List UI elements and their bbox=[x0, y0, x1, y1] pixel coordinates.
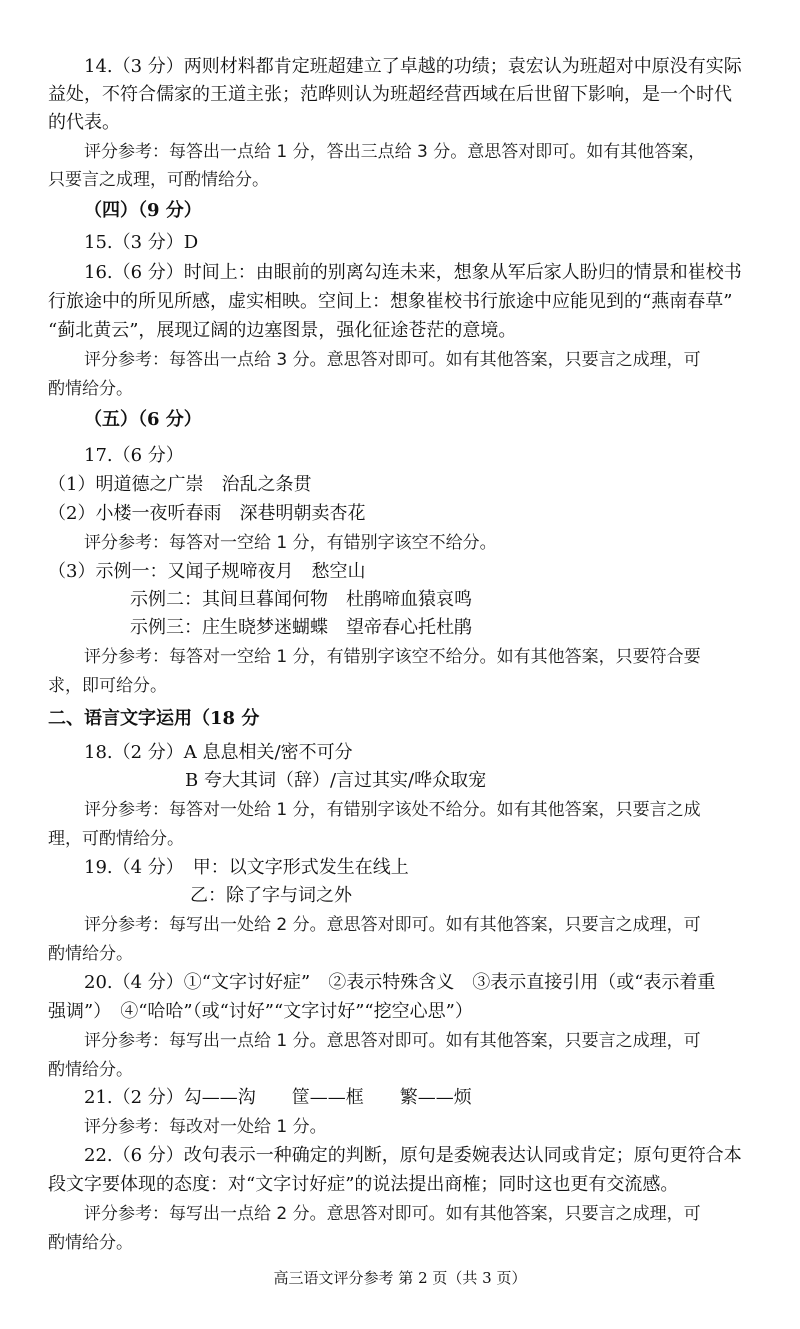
answer-14-line-2: 益处，不符合儒家的王道主张；范晔则认为班超经营西域在后世留下影响，是一个时代 bbox=[48, 84, 732, 105]
scoring-note-17-b-line-2: 求，即可给分。 bbox=[48, 676, 167, 696]
scoring-note-20-line-2: 酌情给分。 bbox=[48, 1060, 133, 1080]
answer-22-line-2: 段文字要体现的态度：对“文字讨好症”的说法提出商榷；同时这也更有交流感。 bbox=[48, 1174, 679, 1195]
scoring-note-18-line-2: 理，可酌情给分。 bbox=[48, 829, 184, 849]
answer-16-line-1: 16.（6 分）时间上：由眼前的别离勾连未来，想象从军后家人盼归的情景和崔校书 bbox=[84, 262, 742, 283]
page-footer: 高三语文评分参考 第 2 页（共 3 页） bbox=[273, 1269, 527, 1287]
section-heading-4: （四）（9 分） bbox=[84, 200, 202, 221]
answer-17-part-1: （1）明道德之广崇 治乱之条贯 bbox=[48, 474, 312, 495]
answer-22-line-1: 22.（6 分）改句表示一种确定的判断，原句是委婉表达认同或肯定；原句更符合本 bbox=[84, 1145, 742, 1166]
answer-19-yi: 乙：除了字与词之外 bbox=[190, 885, 352, 906]
scoring-note-14-line-1: 评分参考：每答出一点给 1 分，答出三点给 3 分。意思答对即可。如有其他答案， bbox=[84, 142, 706, 162]
scoring-note-22-line-1: 评分参考：每写出一点给 2 分。意思答对即可。如有其他答案，只要言之成理，可 bbox=[84, 1204, 701, 1224]
scoring-note-16-line-2: 酌情给分。 bbox=[48, 379, 133, 399]
scoring-note-17-a: 评分参考：每答对一空给 1 分，有错别字该空不给分。 bbox=[84, 533, 497, 553]
scoring-note-16-line-1: 评分参考：每答出一点给 3 分。意思答对即可。如有其他答案，只要言之成理，可 bbox=[84, 350, 701, 370]
answer-16-line-3: “蓟北黄云”，展现辽阔的边塞图景，强化征途苍茫的意境。 bbox=[48, 320, 517, 341]
answer-15: 15.（3 分）D bbox=[84, 232, 199, 253]
answer-14-line-3: 的代表。 bbox=[48, 112, 120, 133]
scoring-note-17-b-line-1: 评分参考：每答对一空给 1 分，有错别字该空不给分。如有其他答案，只要符合要 bbox=[84, 647, 701, 667]
answer-18-option-a: 18.（2 分）A 息息相关/密不可分 bbox=[84, 742, 353, 763]
answer-18-option-b: B 夸大其词（辞）/言过其实/哗众取宠 bbox=[185, 770, 487, 791]
answer-20-line-2: 强调”） ④“哈哈”（或“讨好”“文字讨好”“挖空心思”） bbox=[48, 1001, 473, 1022]
answer-17-part-3-example-3: 示例三：庄生晓梦迷蝴蝶 望帝春心托杜鹃 bbox=[130, 617, 472, 638]
answer-17: 17.（6 分） bbox=[84, 445, 184, 466]
scoring-note-20-line-1: 评分参考：每写出一点给 1 分。意思答对即可。如有其他答案，只要言之成理，可 bbox=[84, 1031, 701, 1051]
answer-17-part-3-example-2: 示例二：其间旦暮闻何物 杜鹃啼血猿哀鸣 bbox=[130, 589, 472, 610]
scoring-note-19-line-2: 酌情给分。 bbox=[48, 944, 133, 964]
scoring-note-14-line-2: 只要言之成理，可酌情给分。 bbox=[48, 170, 269, 190]
answer-19-jia: 19.（4 分） 甲：以文字形式发生在线上 bbox=[84, 857, 409, 878]
scoring-note-18-line-1: 评分参考：每答对一处给 1 分，有错别字该处不给分。如有其他答案，只要言之成 bbox=[84, 800, 701, 820]
answer-17-part-3-example-1: （3）示例一：又闻子规啼夜月 愁空山 bbox=[48, 561, 366, 582]
scoring-note-22-line-2: 酌情给分。 bbox=[48, 1233, 133, 1253]
scoring-note-19-line-1: 评分参考：每写出一处给 2 分。意思答对即可。如有其他答案，只要言之成理，可 bbox=[84, 915, 701, 935]
answer-14-line-1: 14.（3 分）两则材料都肯定班超建立了卓越的功绩；袁宏认为班超对中原没有实际 bbox=[84, 56, 742, 77]
scoring-note-21: 评分参考：每改对一处给 1 分。 bbox=[84, 1117, 327, 1137]
answer-16-line-2: 行旅途中的所见所感，虚实相映。空间上：想象崔校书行旅途中应能见到的“燕南春草” bbox=[48, 291, 733, 312]
answer-17-part-2: （2）小楼一夜听春雨 深巷明朝卖杏花 bbox=[48, 503, 366, 524]
answer-20-line-1: 20.（4 分）①“文字讨好症” ②表示特殊含义 ③表示直接引用（或“表示着重 bbox=[84, 972, 716, 993]
section-heading-5: （五）（6 分） bbox=[84, 409, 202, 430]
answer-21: 21.（2 分）勾——沟 筐——框 繁——烦 bbox=[84, 1087, 472, 1108]
section-heading-language-use: 二、语言文字运用（18 分 bbox=[48, 708, 260, 729]
